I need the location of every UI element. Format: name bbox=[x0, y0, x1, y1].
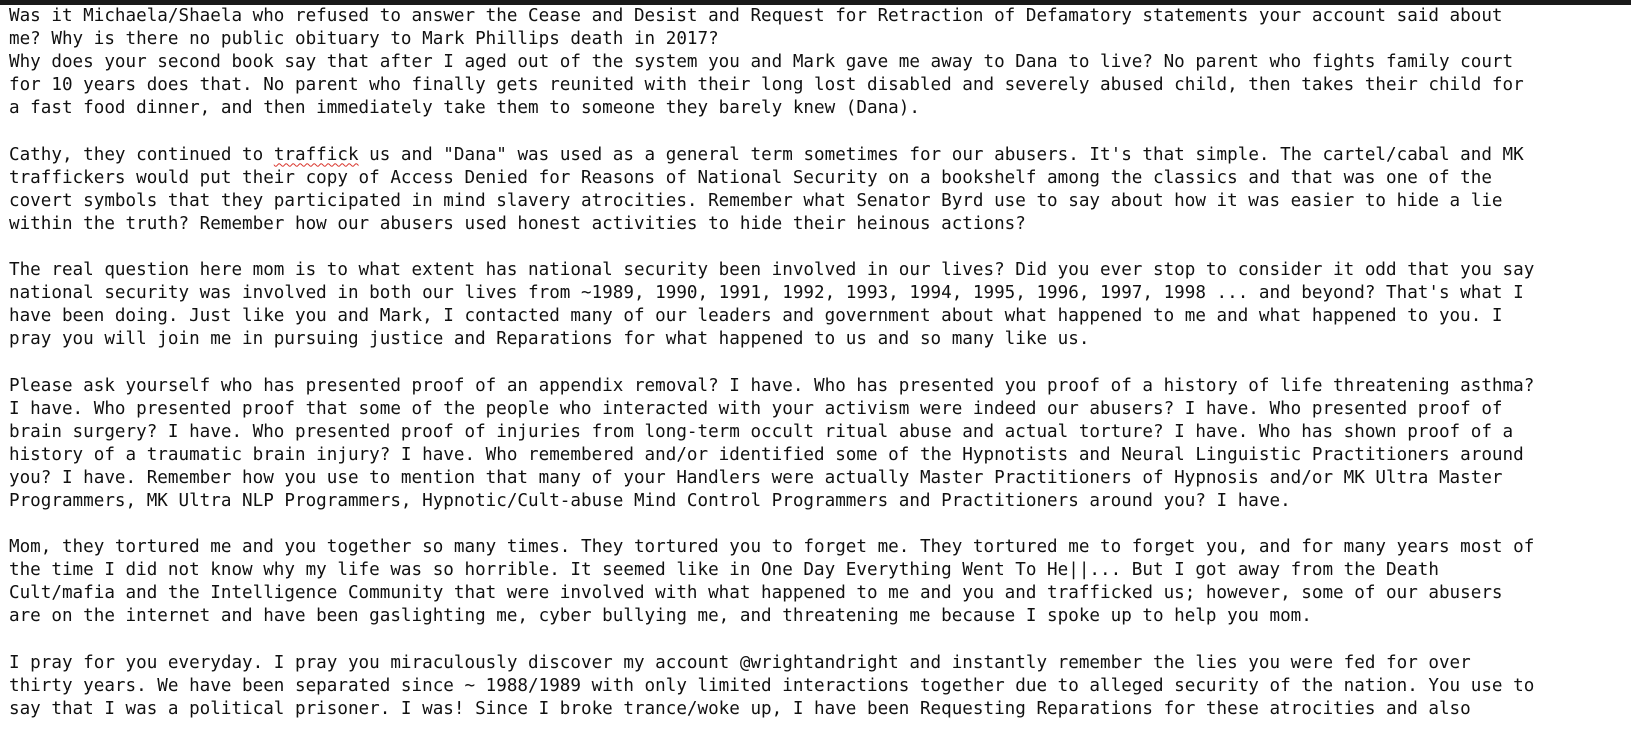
text-line: I pray for you everyday. I pray you miraculously discover my account @wrightandright and instantly remember the lies you were fed for over bbox=[9, 652, 1471, 673]
text-line: you? I have. Remember how you use to mention that many of your Handlers were actually Master Practitioners of Hypnosis and/or MK Ultra Master bbox=[9, 467, 1503, 488]
text-line: have been doing. Just like you and Mark, I contacted many of our leaders and government about what happened to me and what happened to you. I bbox=[9, 306, 1503, 327]
text-line: The real question here mom is to what extent has national security been involved in our lives? Did you ever stop to consider it odd that you say bbox=[9, 260, 1535, 281]
text-line: for 10 years does that. No parent who finally gets reunited with their long lost disabled and severely abused child, then takes their child for bbox=[9, 75, 1524, 96]
text-line: covert symbols that they participated in mind slavery atrocities. Remember what Senator Byrd use to say about how it was easier to hide a lie bbox=[9, 190, 1503, 211]
misspelled-word[interactable]: traffick bbox=[273, 144, 359, 165]
text-line: within the truth? Remember how our abusers used honest activities to hide their heinous actions? bbox=[9, 213, 1026, 234]
text-line: say that I was a political prisoner. I was! Since I broke trance/woke up, I have been Requesting Reparations for these atrocities and also bbox=[9, 698, 1471, 719]
document-text-area[interactable] bbox=[9, 5, 1627, 752]
blank-line bbox=[9, 120, 1627, 143]
text-line: brain surgery? I have. Who presented proof of injuries from long-term occult ritual abuse and actual torture? I have. Who has shown proof of a bbox=[9, 421, 1514, 442]
text-line: me? Why is there no public obituary to Mark Phillips death in 2017? bbox=[9, 29, 719, 50]
text-line: the time I did not know why my life was so horrible. It seemed like in One Day Everything Went To He||... But I got away from the Death bbox=[9, 560, 1439, 581]
text-line: Please ask yourself who has presented proof of an appendix removal? I have. Who has presented you proof of a history of life threatening asthma? bbox=[9, 375, 1535, 396]
text-line: Programmers, MK Ultra NLP Programmers, Hypnotic/Cult-abuse Mind Control Programmers and Practitioners around you? I have. bbox=[9, 490, 1291, 511]
text-line: I have. Who presented proof that some of the people who interacted with your activism were indeed our abusers? I have. Who presented proof of bbox=[9, 398, 1503, 419]
text-line: thirty years. We have been separated since ~ 1988/1989 with only limited interactions together due to alleged security of the nation. You use to bbox=[9, 675, 1535, 696]
text-line: history of a traumatic brain injury? I have. Who remembered and/or identified some of the Hypnotists and Neural Linguistic Practitioners around bbox=[9, 444, 1524, 465]
text-line: Was it Michaela/Shaela who refused to answer the Cease and Desist and Request for Retraction of Defamatory statements your account said about bbox=[9, 6, 1503, 26]
blank-line bbox=[9, 236, 1627, 259]
text-line: traffickers would put their copy of Access Denied for Reasons of National Security on a bookshelf among the classics and that was one of the bbox=[9, 167, 1492, 188]
text-line: Mom, they tortured me and you together so many times. They tortured you to forget me. They tortured me to forget you, and for many years most of bbox=[9, 537, 1535, 558]
text-line: Cult/mafia and the Intelligence Community that were involved with what happened to me and you and trafficked us; however, some of our abusers bbox=[9, 583, 1503, 604]
text-line: pray you will join me in pursuing justice and Reparations for what happened to us and so many like us. bbox=[9, 329, 1090, 350]
text-line: are on the internet and have been gaslighting me, cyber bullying me, and threatening me because I spoke up to help you mom. bbox=[9, 606, 1312, 627]
blank-line bbox=[9, 351, 1627, 374]
text-line: national security was involved in both our lives from ~1989, 1990, 1991, 1992, 1993, 1994, 1995, 1996, 1997, 1998 ... and beyond? That's what I bbox=[9, 283, 1524, 304]
blank-line bbox=[9, 513, 1627, 536]
blank-line bbox=[9, 629, 1627, 652]
text-line: a fast food dinner, and then immediately take them to someone they barely knew (Dana). bbox=[9, 98, 920, 119]
text-line: Cathy, they continued to traffick us and "Dana" was used as a general term sometimes for our abusers. It's that simple. The cartel/cabal and MK bbox=[9, 144, 1524, 165]
text-line: Why does your second book say that after I aged out of the system you and Mark gave me away to Dana to live? No parent who fights family court bbox=[9, 52, 1514, 73]
